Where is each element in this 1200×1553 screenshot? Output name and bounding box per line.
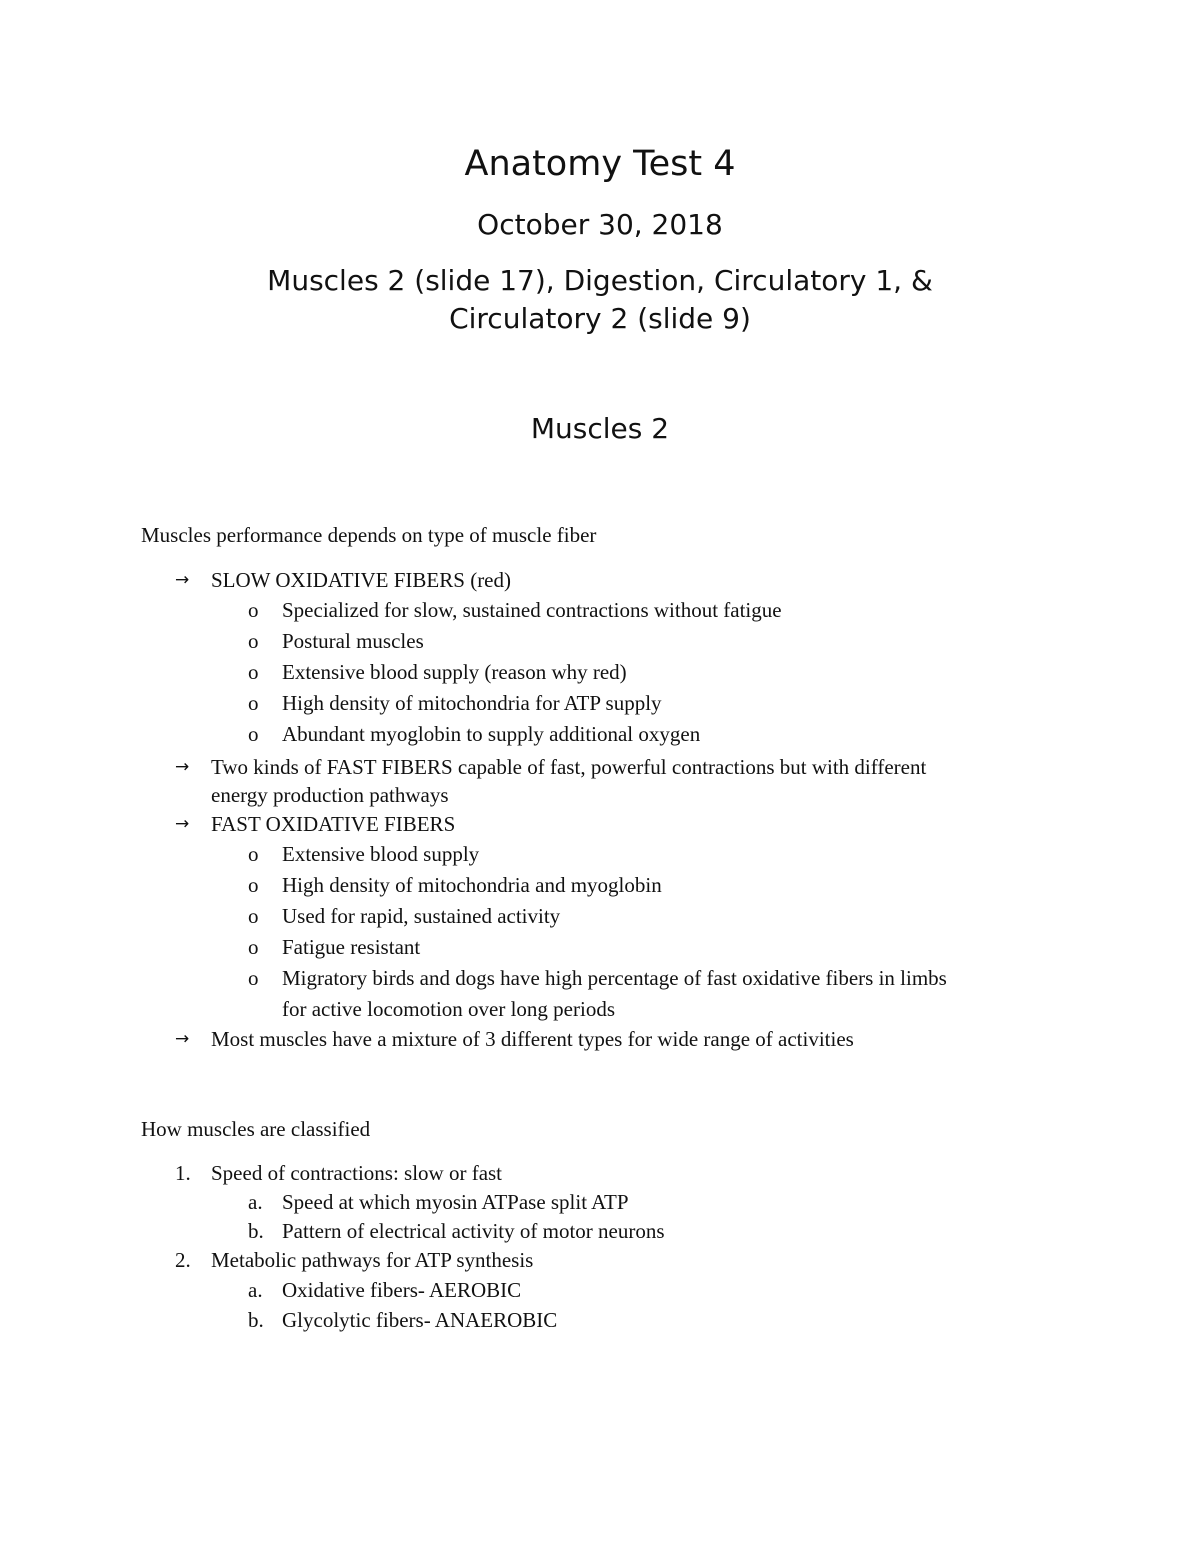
sub-list-item: Postural muscles (282, 629, 424, 653)
lettered-list-item: Speed at which myosin ATPase split ATP (282, 1190, 629, 1214)
list-item-continuation: energy production pathways (211, 783, 449, 807)
numbered-list-item: Speed of contractions: slow or fast (211, 1161, 503, 1185)
sub-list-item: Used for rapid, sustained activity (282, 904, 561, 928)
list-letter: b. (248, 1219, 264, 1243)
document-title: Anatomy Test 4 (464, 144, 736, 184)
circle-bullet-icon: o (248, 904, 259, 928)
sub-list-item: Specialized for slow, sustained contractions without fatigue (282, 598, 782, 622)
document-subtitle-line-1: Muscles 2 (slide 17), Digestion, Circulatory 1, & (267, 264, 933, 297)
circle-bullet-icon: o (248, 691, 259, 715)
list-item: FAST OXIDATIVE FIBERS (211, 812, 456, 836)
numbered-list-item: Metabolic pathways for ATP synthesis (211, 1248, 534, 1272)
section-heading: Muscles 2 (530, 412, 670, 445)
sub-list-item: High density of mitochondria for ATP supply (282, 691, 662, 715)
circle-bullet-icon: o (248, 842, 259, 866)
document-subtitle-line-2: Circulatory 2 (slide 9) (449, 302, 751, 335)
circle-bullet-icon: o (248, 722, 259, 746)
list-item: SLOW OXIDATIVE FIBERS (red) (211, 568, 511, 592)
list-letter: a. (248, 1278, 263, 1302)
lettered-list-item: Pattern of electrical activity of motor neurons (282, 1219, 665, 1243)
circle-bullet-icon: o (248, 660, 259, 684)
sub-list-item: Fatigue resistant (282, 935, 421, 959)
list-letter: a. (248, 1190, 263, 1214)
circle-bullet-icon: o (248, 629, 259, 653)
arrow-bullet-icon: → (175, 570, 190, 590)
lettered-list-item: Oxidative fibers- AEROBIC (282, 1278, 522, 1302)
circle-bullet-icon: o (248, 966, 259, 990)
arrow-bullet-icon: → (175, 757, 190, 777)
arrow-bullet-icon: → (175, 1029, 190, 1049)
circle-bullet-icon: o (248, 598, 259, 622)
sub-list-item: Migratory birds and dogs have high percentage of fast oxidative fibers in limbs (282, 966, 947, 990)
sub-list-item: High density of mitochondria and myoglobin (282, 873, 662, 897)
list-number: 2. (175, 1248, 191, 1272)
lettered-list-item: Glycolytic fibers- ANAEROBIC (282, 1308, 558, 1332)
circle-bullet-icon: o (248, 935, 259, 959)
document-date: October 30, 2018 (477, 208, 723, 241)
classification-intro: How muscles are classified (141, 1117, 371, 1141)
sub-list-item: Abundant myoglobin to supply additional oxygen (282, 722, 701, 746)
sub-list-item-continuation: for active locomotion over long periods (282, 997, 615, 1021)
circle-bullet-icon: o (248, 873, 259, 897)
list-item: Two kinds of FAST FIBERS capable of fast, powerful contractions but with different (211, 755, 927, 779)
list-number: 1. (175, 1161, 191, 1185)
sub-list-item: Extensive blood supply (282, 842, 480, 866)
arrow-bullet-icon: → (175, 814, 190, 834)
list-item: Most muscles have a mixture of 3 different types for wide range of activities (211, 1027, 854, 1051)
sub-list-item: Extensive blood supply (reason why red) (282, 660, 627, 684)
list-letter: b. (248, 1308, 264, 1332)
fiber-intro: Muscles performance depends on type of muscle fiber (141, 523, 597, 547)
